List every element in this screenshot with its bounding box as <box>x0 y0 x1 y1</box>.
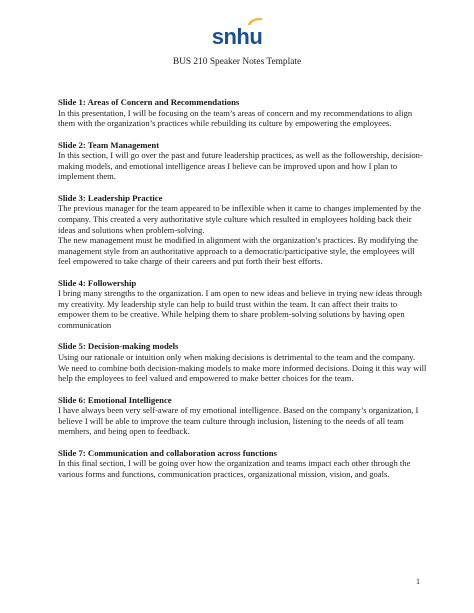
slide-heading: Slide 6: Emotional Intelligence <box>58 394 172 405</box>
slide-section <box>58 395 428 437</box>
slide-paragraph: I bring many strengths to the organization. I am open to new ideas and believe in trying new ideas through my creativity. My leadership style can help to build trust within the team. It can affect their traits to empower them to be creative. While helping them to share problem-solving solutions by having open communication <box>58 288 422 331</box>
document-body <box>58 97 428 490</box>
slide-section <box>58 448 428 480</box>
slide-paragraph: The previous manager for the team appeared to be inflexible when it came to changes implemented by the company. This created a very authoritative style culture which resulted in employees holding back their ideas and solutions when problem-solving. <box>58 203 421 235</box>
slide-heading: Slide 3: Leadership Practice <box>58 192 163 203</box>
slide-paragraph: Using our rationale or intuition only when making decisions is detrimental to the team and the company. We need to combine both decision-making models to make more informed decisions. Doing it this way will help the employees to feel valued and empowered to make better choices for the team. <box>58 352 427 384</box>
slide-heading: Slide 5: Decision-making models <box>58 341 179 352</box>
slide-section <box>58 97 428 129</box>
slide-section <box>58 278 428 331</box>
slide-section <box>58 140 428 182</box>
logo-text: snhu <box>211 24 263 49</box>
slide-paragraph: I have always been very self-aware of my emotional intelligence. Based on the company’s organization, I believe I will be able to improve the team culture through inclusion, listening to the needs of all team members, and being open to feedback. <box>58 405 419 437</box>
document-title: BUS 210 Speaker Notes Template <box>172 57 302 67</box>
slide-heading: Slide 4: Followership <box>58 277 137 288</box>
slide-section <box>58 193 428 267</box>
slide-paragraph: In this final section, I will be going over how the organization and teams impact each other through the various forms and functions, communication practices, organizational mission, vision, and goals. <box>58 458 411 479</box>
logo-arc-icon <box>247 17 263 26</box>
slide-heading: Slide 1: Areas of Concern and Recommendations <box>58 97 240 107</box>
page-number: 1 <box>416 577 420 586</box>
slide-paragraph: In this section, I will go over the past and future leadership practices, as well as the followership, decision-making models, and emotional intelligence areas I believe can be improved upon and how I plan to implement them. <box>58 150 423 182</box>
slide-paragraph: In this presentation, I will be focusing on the team’s areas of concern and my recommendations to align them with the organization’s practices while rebuilding its culture by empowering the employees. <box>58 107 413 129</box>
slide-heading: Slide 7: Communication and collaboration across functions <box>58 447 277 458</box>
slide-paragraph: The new management must be modified in alignment with the organization’s practices. By modifying the management style from an authoritative approach to a democratic/participative style, the employees will feel empowered to take charge of their careers and put forth their best efforts. <box>58 235 418 267</box>
logo-wordmark <box>212 26 263 48</box>
slide-section <box>58 341 428 383</box>
snhu-logo <box>0 26 474 49</box>
slide-heading: Slide 2: Team Management <box>58 139 160 150</box>
